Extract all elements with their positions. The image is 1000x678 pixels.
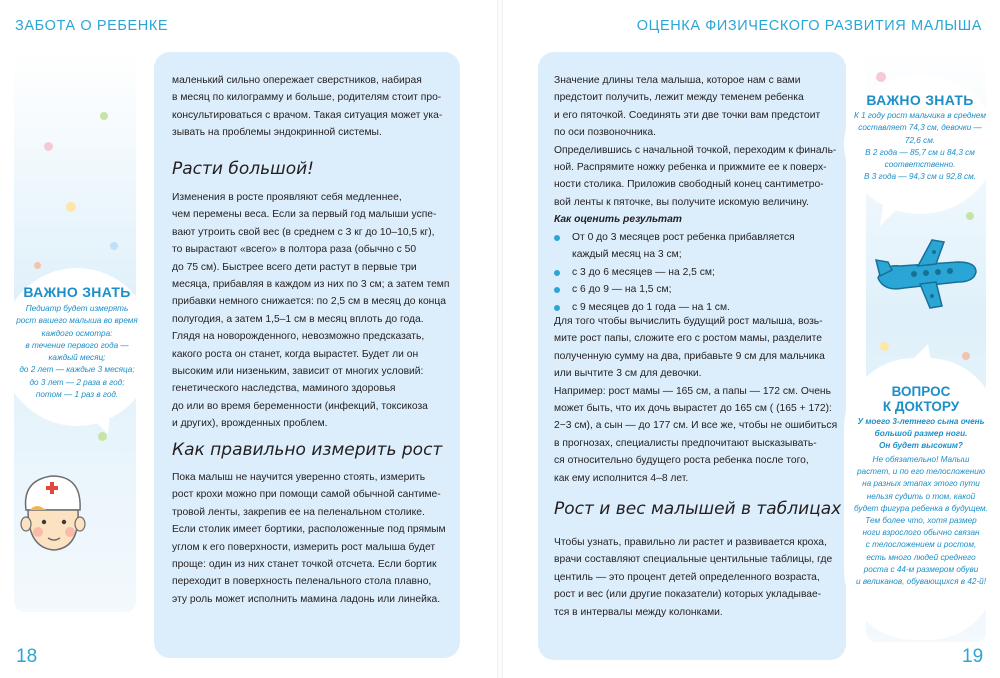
toy-airplane-icon xyxy=(874,236,980,316)
page-number-right: 19 xyxy=(962,646,984,667)
bullet-dot-icon xyxy=(554,287,560,293)
question-title: ВОПРОС К ДОКТОРУ xyxy=(882,384,960,414)
confetti-dot xyxy=(34,262,41,269)
callout-title: ВАЖНО ЗНАТЬ xyxy=(23,284,131,300)
bullet-list: От 0 до 3 месяцев рост ребенка прибавляется каждый месяц на 3 см; с 3 до 6 месяцев — на 2,5 см; с 6 до 9 — на 1,5 см; с 9 месяцев до 1 года — на 1 см. xyxy=(554,229,795,316)
list-item: с 9 месяцев до 1 года — на 1 см. xyxy=(554,299,795,316)
running-head-left: ЗАБОТА О РЕБЕНКЕ xyxy=(15,18,169,34)
confetti-dot xyxy=(880,342,889,351)
bullet-dot-icon xyxy=(554,235,560,241)
list-item: с 3 до 6 месяцев — на 2,5 см; xyxy=(554,264,795,281)
section-heading: Как правильно измерить рост xyxy=(172,440,443,460)
running-head-right: ОЦЕНКА ФИЗИЧЕСКОГО РАЗВИТИЯ МАЛЫША xyxy=(636,18,982,34)
important-callout-left xyxy=(0,268,154,426)
measure-paragraph: Пока малыш не научится уверенно стоять, измерить рост крохи можно при помощи самой обычной сантиме- тровой ленты, закрепив ее на пеленальном столике. Если столик имеет бортики, расположенные под прямым углом к его поверхности, измерить рост малыша будет проще: один из них станет точкой отсчета. Если бортик переходит в поверхность пеленального стола плавно, эту роль может исполнить мамина ладонь или линейка. xyxy=(172,472,446,605)
section-heading: Расти большой! xyxy=(172,159,314,179)
subheading: Как оценить результат xyxy=(554,214,682,225)
callout-body: К 1 году рост мальчика в среднем составляет 74,3 см, девочки — 72,6 см. В 2 года — 85,7 см и 84,3 см соответственно. В 3 года — 94,3 см и 92,8 см. xyxy=(853,111,987,182)
doctor-head-icon xyxy=(16,466,90,562)
bubble-tail-left xyxy=(86,412,116,436)
confetti-dot xyxy=(100,112,108,120)
answer-text: Не обязательно! Малыш растет, и по его телосложению на разных этапах этого пути нельзя судить о том, какой будет фигура ребенка в будущем. Тем более что, хотя размер ноги взрослого обычно связан с телосложением и ростом, есть много людей среднего роста с 44-м размером обуви и великанов, обувающихся в 42-й! xyxy=(854,455,988,587)
confetti-dot xyxy=(876,72,886,82)
bubble-tail-right xyxy=(878,198,908,228)
question-text: У моего 3-летнего сына очень большой размер ноги. Он будет высоким? xyxy=(857,417,985,451)
tables-paragraph: Чтобы узнать, правильно ли растет и развивается кроха, врачи составляют специальные центильные таблицы, где центиль — это процент детей определенного возраста, рост и вес (или другие показатели) которых укладывае- тся в интервалы между колонками. xyxy=(554,537,833,618)
confetti-dot xyxy=(962,352,970,360)
confetti-dot xyxy=(966,212,974,220)
bubble-tail-question xyxy=(904,344,934,366)
confetti-dot xyxy=(44,142,53,151)
callout-body: Педиатр будет измерять рост вашего малыша во время каждого осмотра: в течение первого года — каждый месяц; до 2 лет — каждые 3 месяца; до 3 лет — 2 раза в год; потом — 1 раз в год. xyxy=(16,304,138,400)
page-number-left: 18 xyxy=(16,646,38,667)
forecast-paragraph: Для того чтобы вычислить будущий рост малыша, возь- мите рост папы, сложите его с ростом мамы, разделите полученную сумму на два, прибавьте 9 см для мальчика или вычтите 3 см для девочки. Например: рост мамы — 165 см, а папы — 172 см. Очень может быть, что их дочь вырастет до 165 см ( (165 + 172): 2−3 см), а сын — до 177 см. И все же, чтобы не ошибиться в прогнозах, специалисты предпочитают высказывать- ся относительно будущего роста ребенка после того, как ему исполнится 4–8 лет. xyxy=(554,316,838,484)
bullet-dot-icon xyxy=(554,305,560,311)
list-item: с 6 до 9 — на 1,5 см; xyxy=(554,281,795,298)
important-callout-right xyxy=(844,74,996,214)
bullet-dot-icon xyxy=(554,270,560,276)
confetti-dot xyxy=(110,242,118,250)
length-paragraph: Значение длины тела малыша, которое нам с вами предстоит получить, лежит между теменем ребенка и его пяточкой. Соединять эти две точки вам предстоит по оси позвоночника. Определившись с начальной точкой, переходим к финаль- ной. Распрямите ножку ребенка и прижмите ее к поверх- ности столика. Приложив свободный конец сантиметро- вой ленты к пяточке, вы получите искомую величину. xyxy=(554,75,837,208)
confetti-dot xyxy=(66,202,76,212)
growth-paragraph: Изменения в росте проявляют себя медленнее, чем перемены веса. Если за первый год малыши успе- вают утроить свой вес (в среднем с 3 кг до 10–10,5 кг), то вырастают «всего» в полтора раза (обычно с 50 до 75 см). Быстрее всего дети растут в первые три месяца, прибавляя в каждом из них по 3 см; а затем темп прибавки немного снижается: по 2,5 см в месяц до конца полугодия, а затем 1,5–1 см в месяц вплоть до года. Глядя на новорожденного, невозможно предсказать, какого роста он станет, когда вырастет. Будет ли он высоким или низеньким, зависит от многих условий: генетического наследства, маминого здоровья до или во время беременности (инфекций, токсикоза и других), врожденных проблем. xyxy=(172,192,450,430)
list-item: От 0 до 3 месяцев рост ребенка прибавляется xyxy=(554,229,795,246)
callout-title: ВАЖНО ЗНАТЬ xyxy=(866,92,974,108)
book-gutter xyxy=(497,0,503,678)
section-heading: Рост и вес малышей в таблицах xyxy=(554,499,842,519)
intro-paragraph: маленький сильно опережает сверстников, набирая в месяц по килограмму и больше, родителям стоит про- консультироваться с врачом. Такая ситуация может ука- зывать на проблемы эндокринной системы. xyxy=(172,75,443,139)
